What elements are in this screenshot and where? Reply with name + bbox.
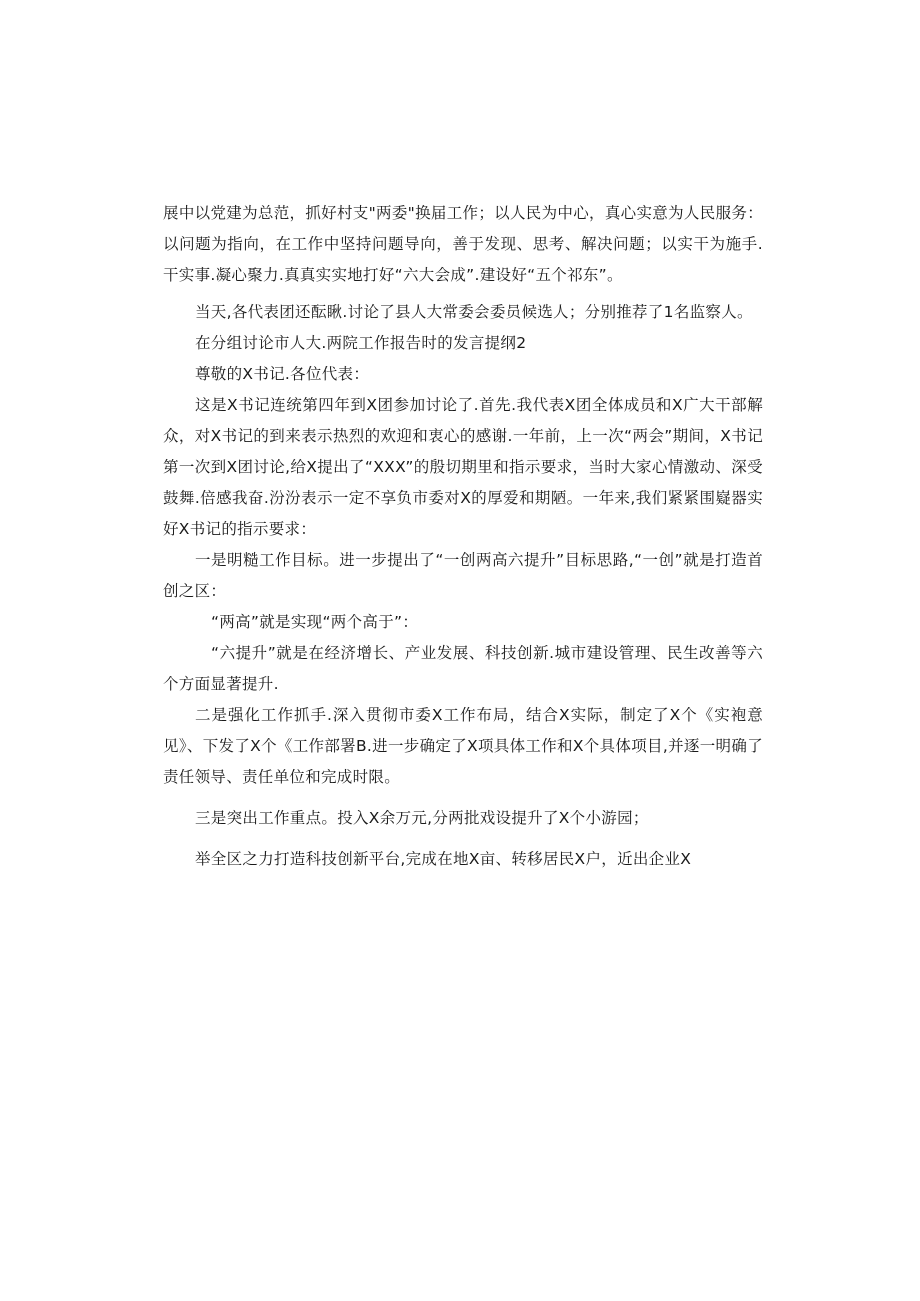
paragraph-delegation-discussion: 当天,各代表团还酝瞅.讨论了县人大常委会委员候选人；分别推荐了1名监察人。 xyxy=(195,303,753,321)
paragraph-two-highs: “两高”就是实现“两个高于”： xyxy=(211,613,419,631)
paragraph-key-work: 三是突出工作重点。投入X余万元,分两批戏设提升了X个小游园； xyxy=(195,809,649,827)
paragraph-party-building: 展中以党建为总范，抓好村支"两委"换届工作；以人民为中心，真心实意为人民服务：以问题为指向，在工作中坚持问题导向，善于发现、思考、解决问题；以实干为施手.干实事.凝心聚力.真真实实地打好“六大会成”.建设好“五个祁东”。 xyxy=(163,204,763,284)
paragraph-innovation-platform: 举全区之力打造科技创新平台,完成在地X亩、转移居民X户，近出企业X xyxy=(195,850,692,868)
paragraph-work-measures: 二是强化工作抓手.深入贯彻市委X工作布局，结合X实际，制定了X个《实袍意见》、下发了X个《工作部署B.进一步确定了X项具体工作和X个具体项目,并逐一明确了责任领导、责任单位和完成时限。 xyxy=(163,706,763,786)
paragraph-welcome: 这是X书记连统第四年到X团参加讨论了.首先.我代表X团全体成员和X广大干部解众，对X书记的到来表示热烈的欢迎和衷心的感谢.一年前，上一次“两会”期间，X书记第一次到X团讨论,给X提出了“XXX”的殷切期里和指示要求，当时大家心情激动、深受鼓舞.倍感我奋.汾汾表示一定不享负市委对X的厚爱和期陋。一年来,我们紧紧围嶷器实好X书记的指示要求： xyxy=(163,396,763,538)
document-body xyxy=(163,198,763,875)
paragraph-six-improvements: “六提升”就是在经济增长、产业发展、科技创新.城市建设管理、民生改善等六个方面显著提升. xyxy=(163,644,763,693)
paragraph-outline-title: 在分组讨论市人大.两院工作报告时的发言提纲2 xyxy=(195,334,527,352)
paragraph-goal: 一是明糙工作目标。进一步提出了“一创两高六提升”目标思路,“一创”就是打造首创之区： xyxy=(163,551,763,600)
paragraph-salutation: 尊敬的X书记.各位代表： xyxy=(195,365,370,383)
